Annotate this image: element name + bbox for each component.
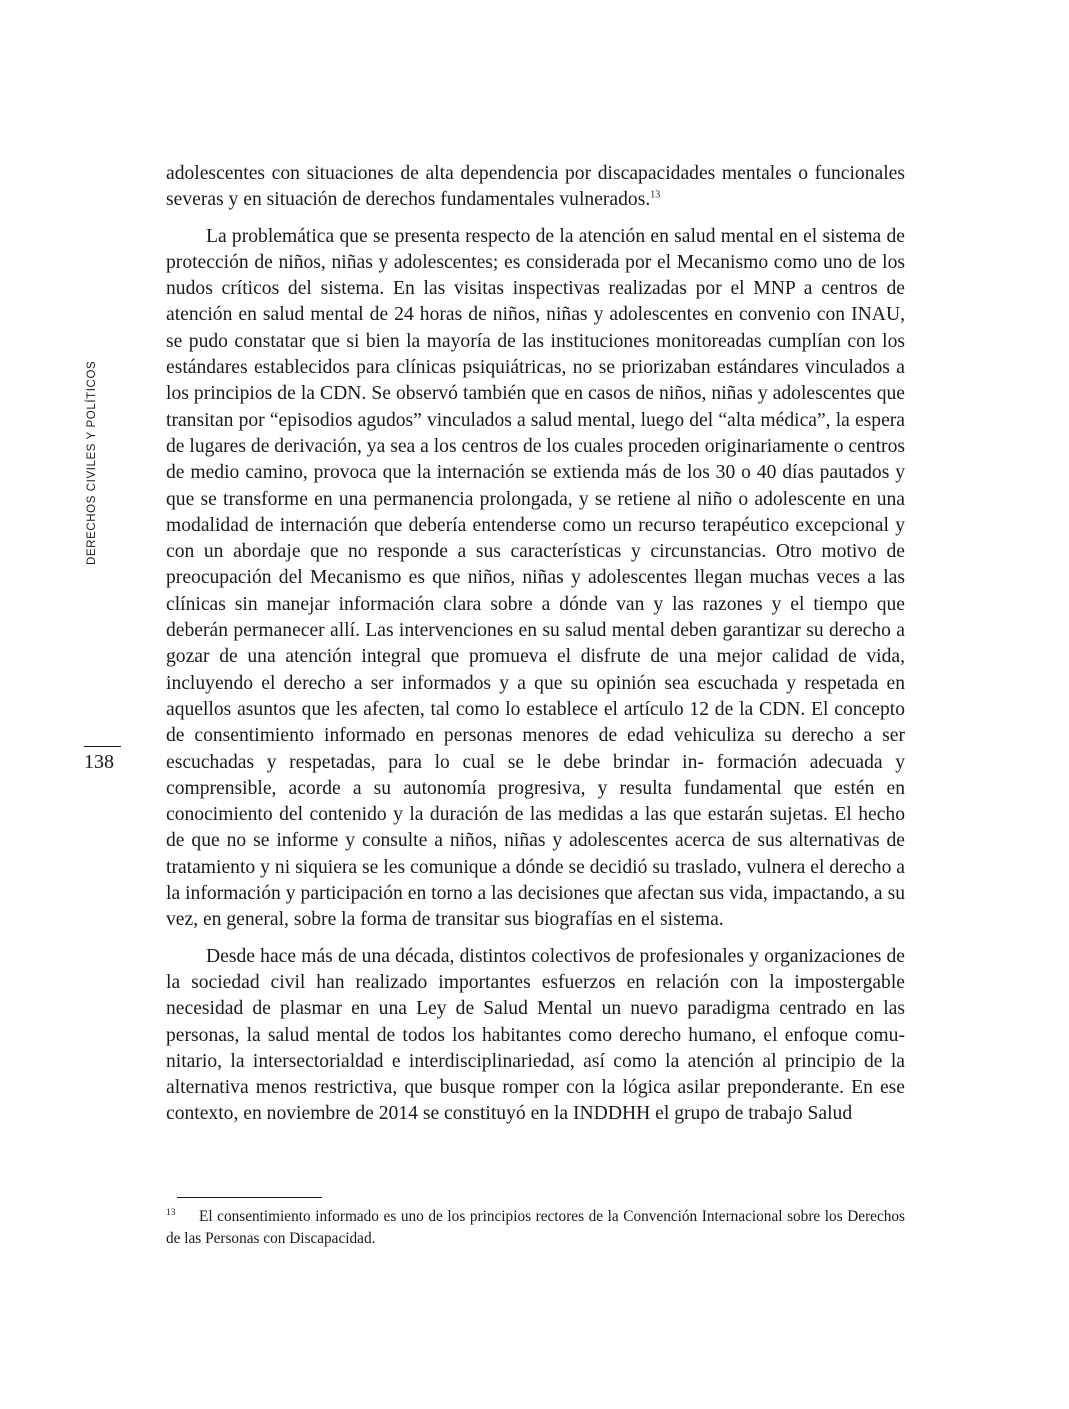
- footnote-13: 13 El consentimiento informado es uno de los principios rectores de la Convención Internacional sobre los Derechos de las Personas con Discapacidad.: [166, 1207, 905, 1247]
- main-text: [166, 161, 905, 1128]
- paragraph-text: adolescentes con situaciones de alta dependencia por discapacidades mentales o funcionales severas y en situación de derechos fundamentales vulnerados.: [166, 163, 905, 211]
- paragraph-mental-health-law: Desde hace más de una década, distintos colectivos de profesionales y organizaciones de la sociedad civil han realizado importantes esfuerzos en relación con la impostergable necesidad de plasmar en una Ley de Salud Mental un nuevo paradigma centrado en las personas, la salud mental de todos los habitantes como derecho humano, el enfoque comunitario, la intersectorialdad e interdisciplinariedad, así como la atención al principio de la alternativa menos restrictiva, que busque romper con la lógica asilar preponderante. En ese contexto, en noviembre de 2014 se constituyó en la INDDHH el grupo de trabajo Salud: [166, 945, 905, 1125]
- paragraph-mental-health-problem: La problemática que se presenta respecto de la atención en salud mental en el sistema de protección de niños, niñas y adolescentes; es considerada por el Mecanismo como uno de los nudos críticos del sistema. En las visitas inspectivas realizadas por el MNP a centros de atención en salud mental de 24 horas de niños, niñas y adolescentes en convenio con INAU, se pudo constatar que si bien la mayoría de las instituciones monitoreadas cumplían con los estándares establecidos para clínicas psiquiátricas, no se priorizaban estándares vinculados a los principios de la CDN. Se observó también que en casos de niños, niñas y adolescentes que transitan por “episodios agudos” vinculados a salud mental, luego del “alta médica”, la espera de lugares de derivación, ya sea a los centros de los cuales proceden originariamente o centros de medio camino, provoca que la internación se extienda más de los 30 o 40 días pautados y que se transforme en una permanencia prolongada, y se retiene al niño o adolescente en una modalidad de internación que debería entenderse como un recurso terapéutico excepcional y con un abordaje que no responde a sus características y circunstancias. Otro motivo de preocupación del Mecanismo es que niños, niñas y adolescentes llegan muchas veces a las clínicas sin manejar información clara sobre a dónde van y las razones y el tiempo que deberán permanecer allí. Las intervenciones en su salud mental deben garantizar su derecho a gozar de una atención integral que promueva el disfrute de una mejor calidad de vida, incluyendo el derecho a ser informados y a que su opinión sea escuchada y respetada en aquellos asuntos que les afecten, tal como lo establece el artículo 12 de la CDN. El concepto de consentimiento informado en personas menores de edad vehiculiza su derecho a ser escuchadas y respetadas, para lo cual se le debe brindar in- formación adecuada y comprensible, acorde a su autonomía progresiva, y resulta fundamental que estén en conocimiento del contenido y la duración de las medidas a las que estarán sujetas. El hecho de que no se informe y consulte a niños, niñas y adolescentes acerca de sus alternativas de tratamiento y ni siquiera se les comunique a dónde se decidió su traslado, vulnera el derecho a la información y participación en torno a las decisiones que afectan sus vida, impactando, a su vez, en general, sobre la forma de transitar sus biografías en el sistema.: [166, 225, 905, 931]
- running-section-label: DERECHOS CIVILES Y POLÍTICOS: [86, 360, 98, 565]
- footnote-text: El consentimiento informado es uno de los principios rectores de la Convención Internacional sobre los Derechos de las Personas con Discapacidad.: [166, 1208, 905, 1247]
- footnote-separator: [177, 1197, 322, 1198]
- page-number-rule: [84, 746, 121, 747]
- footnote-reference[interactable]: 13: [650, 189, 661, 201]
- page-number: 138: [84, 751, 114, 773]
- paragraph-continuation: [166, 161, 905, 214]
